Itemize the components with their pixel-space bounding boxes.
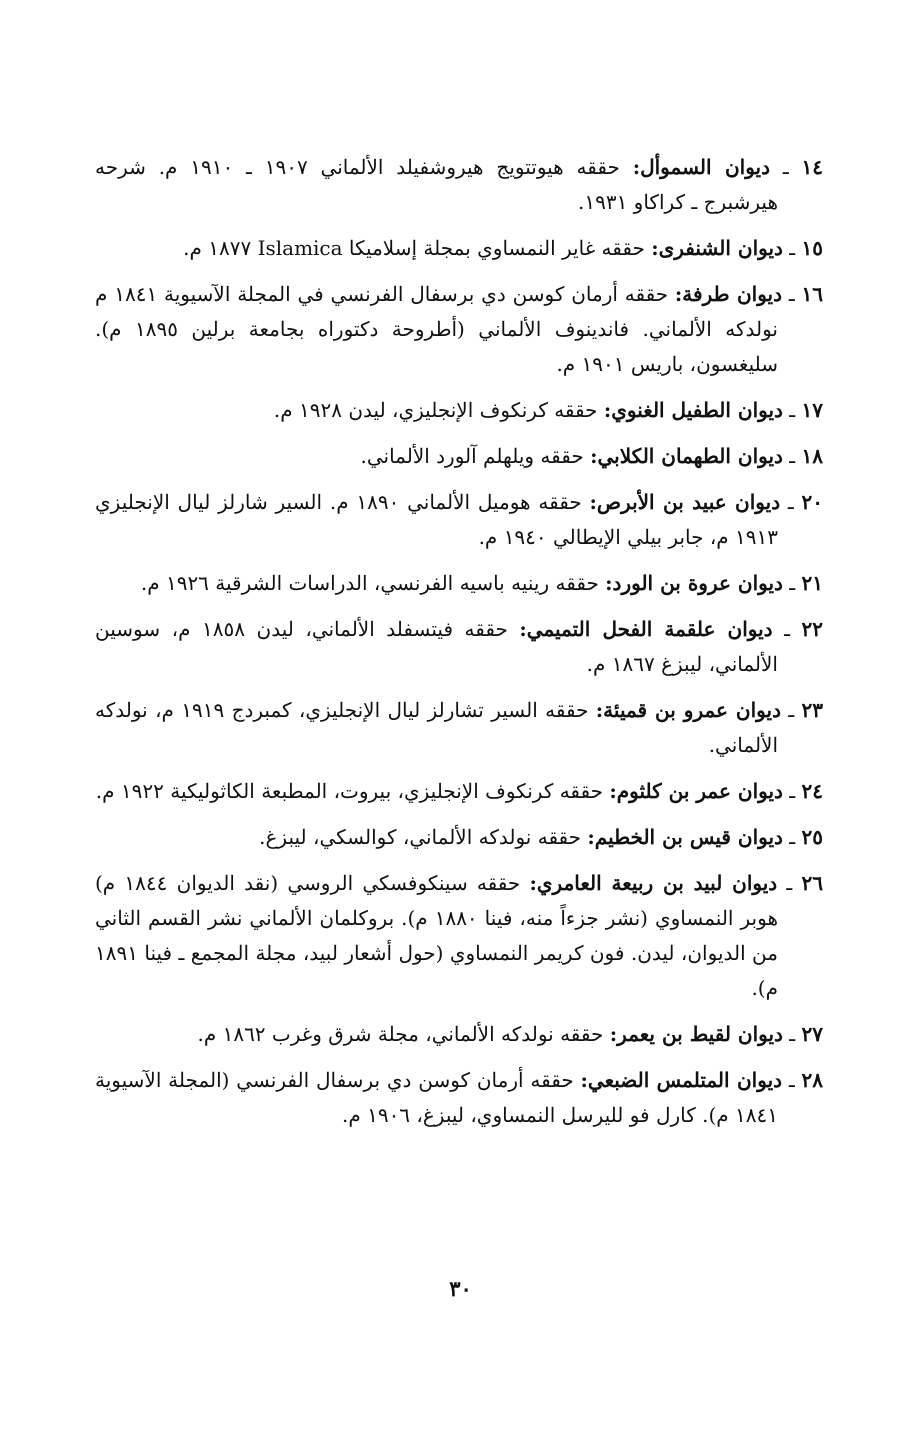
entry-title: ديوان الشنفرى: [651,236,783,260]
entry-text: حققه هوميل الألماني ١٨٩٠ م. السير شارلز ليال الإنجليزي ١٩١٣ م، جابر بيلي الإيطالي ١٩٤٠ م. [95,490,778,549]
entry-text: حققه كرنكوف الإنجليزي، ليدن ١٩٢٨ م. [273,398,598,422]
entry-title: ديوان قيس بن الخطيم: [587,825,783,849]
entry-text: حققه السير تشارلز ليال الإنجليزي، كمبردج ١٩١٩ م، نولدكه الألماني. [95,698,778,757]
list-item: ٢٣ ـ ديوان عمرو بن قميئة: حققه السير تشارلز ليال الإنجليزي، كمبردج ١٩١٩ م، نولدكه الألماني. [95,698,824,757]
entry-text: حققه كرنكوف الإنجليزي، بيروت، المطبعة الكاثوليكية ١٩٢٢ م. [95,779,604,803]
entry-text: حققه أرمان كوسن دي برسفال الفرنسي (المجلة الآسيوية ١٨٤١ م). كارل فو لليرسل النمساوي، ليبزغ، ١٩٠٦ م. [95,1068,778,1127]
list-item: ٢٨ ـ ديوان المتلمس الضبعي: حققه أرمان كوسن دي برسفال الفرنسي (المجلة الآسيوية ١٨٤١ م). كارل فو لليرسل النمساوي، ليبزغ، ١٩٠٦ م. [95,1068,824,1127]
entry-title: ديوان الطهمان الكلابي: [590,444,783,468]
entry-number: ٢٨ [801,1068,824,1092]
list-item: ٢١ ـ ديوان عروة بن الورد: حققه رينيه باسيه الفرنسي، الدراسات الشرقية ١٩٢٦ م. [140,571,823,595]
entry-number: ٢٧ [801,1022,823,1046]
list-item: ٢٦ ـ ديوان لبيد بن ربيعة العامري: حققه سينكوفسكي الروسي (نقد الديوان ١٨٤٤ م) هوبر النمساوي (نشر جزءاً منه، فينا ١٨٨٠ م). بروكلمان الألماني نشر القسم الثاني من الديوان، ليدن. فون كريمر النمساوي (حول أشعار لبيد، مجلة المجمع ـ فينا ١٨٩١ م). [95,871,824,1000]
entry-title: ديوان الطفيل الغنوي: [603,398,783,422]
entry-title: ديوان عمر بن كلثوم: [609,779,783,803]
entry-number: ١٤ [801,155,824,179]
list-item: ٢٤ ـ ديوان عمر بن كلثوم: حققه كرنكوف الإنجليزي، بيروت، المطبعة الكاثوليكية ١٩٢٢ م. [95,779,823,803]
list-item: ٢٥ ـ ديوان قيس بن الخطيم: حققه نولدكه الألماني، كوالسكي، ليبزغ. [259,825,823,849]
list-item: ١٧ ـ ديوان الطفيل الغنوي: حققه كرنكوف الإنجليزي، ليدن ١٩٢٨ م. [273,398,823,422]
entry-text: حققه رينيه باسيه الفرنسي، الدراسات الشرقية ١٩٢٦ م. [140,571,599,595]
entry-title: ديوان عروة بن الورد: [605,571,783,595]
list-item: ٢٠ ـ ديوان عبيد بن الأبرص: حققه هوميل الألماني ١٨٩٠ م. السير شارلز ليال الإنجليزي ١٩١٣ م، جابر بيلي الإيطالي ١٩٤٠ م. [95,490,824,549]
page-number: ٣٠ [449,1276,472,1301]
entry-text: حققه أرمان كوسن دي برسفال الفرنسي في المجلة الآسيوية ١٨٤١ م نولدكه الألماني. فاندينوف الألماني (أطروحة دكتوراه بجامعة برلين ١٨٩٥ م). سليغسون، باريس ١٩٠١ م. [95,282,778,376]
entry-number: ١٦ [801,282,824,306]
list-item: ١٤ ـ ديوان السموأل: حققه هيوتتويج هيروشفيلد الألماني ١٩٠٧ ـ ١٩١٠ م. شرحه هيرشبرج ـ كراكاو ١٩٣١. [95,155,824,214]
list-item: ١٥ ـ ديوان الشنفرى: حققه غاير النمساوي بمجلة إسلاميكا Islamica ١٨٧٧ م. [183,236,823,260]
entry-title: ديوان عمرو بن قميئة: [595,698,781,722]
entry-title: ديوان علقمة الفحل التميمي: [519,617,773,641]
list-item: ٢٢ ـ ديوان علقمة الفحل التميمي: حققه فيتسفلد الألماني، ليدن ١٨٥٨ م، سوسين الألماني، ليبزغ ١٨٦٧ م. [95,617,823,676]
entry-title: ديوان المتلمس الضبعي: [580,1068,783,1092]
entry-number: ٢٢ [801,617,823,641]
list-item: ١٨ ـ ديوان الطهمان الكلابي: حققه ويلهلم آلورد الألماني. [360,444,823,468]
entry-title: ديوان السموأل: [632,155,771,179]
entry-title: ديوان طرفة: [674,282,783,306]
entry-number: ٢٦ [801,871,824,895]
entry-title: ديوان عبيد بن الأبرص: [589,490,781,514]
entry-number: ٢١ [801,571,823,595]
entry-text: حققه سينكوفسكي الروسي (نقد الديوان ١٨٤٤ م) هوبر النمساوي (نشر جزءاً منه، فينا ١٨٨٠ م). بروكلمان الألماني نشر القسم الثاني من الديوان، ليدن. فون كريمر النمساوي (حول أشعار لبيد، مجلة المجمع ـ فينا ١٨٩١ م). [95,871,778,1000]
list-item: ٢٧ ـ ديوان لقيط بن يعمر: حققه نولدكه الألماني، مجلة شرق وغرب ١٨٦٢ م. [197,1022,823,1046]
entry-title: ديوان لقيط بن يعمر: [609,1022,783,1046]
entry-text: حققه فيتسفلد الألماني، ليدن ١٨٥٨ م، سوسين الألماني، ليبزغ ١٨٦٧ م. [95,617,778,676]
diwan-list [95,150,823,1144]
entry-text: حققه نولدكه الألماني، مجلة شرق وغرب ١٨٦٢ م. [197,1022,604,1046]
entry-text: حققه ويلهلم آلورد الألماني. [360,444,584,468]
entry-number: ١٨ [801,444,823,468]
entry-number: ٢٥ [801,825,823,849]
entry-text: حققه هيوتتويج هيروشفيلد الألماني ١٩٠٧ ـ ١٩١٠ م. شرحه هيرشبرج ـ كراكاو ١٩٣١. [95,155,778,214]
entry-text: حققه نولدكه الألماني، كوالسكي، ليبزغ. [259,825,582,849]
entry-title: ديوان لبيد بن ربيعة العامري: [529,871,778,895]
entry-number: ٢٣ [801,698,824,722]
entry-number: ١٥ [801,236,823,260]
entry-number: ١٧ [801,398,823,422]
list-item: ١٦ ـ ديوان طرفة: حققه أرمان كوسن دي برسفال الفرنسي في المجلة الآسيوية ١٨٤١ م نولدكه الألماني. فاندينوف الألماني (أطروحة دكتوراه بجامعة برلين ١٨٩٥ م). سليغسون، باريس ١٩٠١ م. [95,282,824,376]
entry-number: ٢٤ [801,779,823,803]
entry-number: ٢٠ [801,490,824,514]
entry-text: حققه غاير النمساوي بمجلة إسلاميكا Islamica ١٨٧٧ م. [183,236,645,260]
